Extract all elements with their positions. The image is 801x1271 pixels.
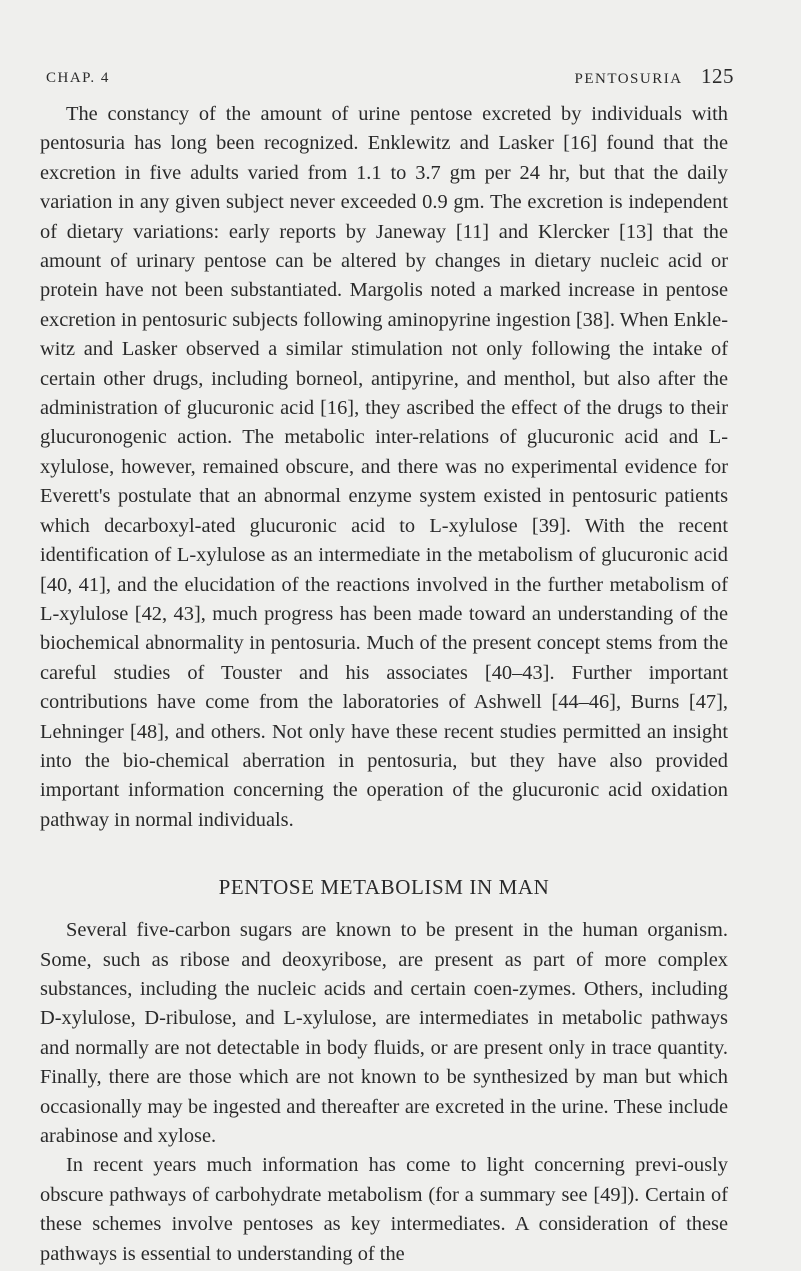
body-text bbox=[40, 100, 728, 1269]
running-title: PENTOSURIA bbox=[574, 71, 682, 87]
section-heading: PENTOSE METABOLISM IN MAN bbox=[218, 875, 550, 900]
paragraph-five-carbon-sugars: Several five-carbon sugars are known to be present in the human organism. Some, such as ribose and deoxyribose, are present as part of more complex substances, including the nucleic acids and certain coen-zymes. Others, including D-xylulose, D-ribulose, and L-xylulose, are intermediates in metabolic pathways and normally are not detectable in body fluids, or are present only in trace quantity. Finally, there are those which are not known to be synthesized by man but which occasionally may be ingested and thereafter are excreted in the urine. These include arabinose and xylose. bbox=[40, 919, 728, 1147]
paragraph-pentose-excretion: The constancy of the amount of urine pentose excreted by individuals with pentosuria has long been recognized. Enklewitz and Lasker [16] found that the excretion in five adults varied from 1.1 to 3.7 gm per 24 hr, but that the daily variation in any given subject never exceeded 0.9 gm. The excretion is independent of dietary variations: early reports by Janeway [11] and Klercker [13] that the amount of urinary pentose can be altered by changes in dietary nucleic acid or protein have not been substantiated. Margolis noted a marked increase in pentose excretion in pentosuric subjects following aminopyrine ingestion [38]. When Enkle-witz and Lasker observed a similar stimulation not only following the intake of certain other drugs, including borneol, antipyrine, and menthol, but also after the administration of glucuronic acid [16], they ascribed the effect of the drugs to their glucuronogenic action. The metabolic inter-relations of glucuronic acid and L-xylulose, however, remained obscure, and there was no experimental evidence for Everett's postulate that an abnormal enzyme system existed in pentosuric patients which decarboxyl-ated glucuronic acid to L-xylulose [39]. With the recent identification of L-xylulose as an intermediate in the metabolism of glucuronic acid [40, 41], and the elucidation of the reactions involved in the further metabolism of L-xylulose [42, 43], much progress has been made toward an understanding of the biochemical abnormality in pentosuria. Much of the present concept stems from the careful studies of Touster and his associates [40–43]. Further important contributions have come from the laboratories of Ashwell [44–46], Burns [47], Lehninger [48], and others. Not only have these recent studies permitted an insight into the bio-chemical aberration in pentosuria, but they have also provided important information concerning the operation of the glucuronic acid oxidation pathway in normal individuals. bbox=[40, 103, 728, 831]
chapter-label: CHAP. 4 bbox=[46, 70, 110, 86]
paragraph-recent-years: In recent years much information has come to light concerning previ-ously obscure pathways of carbohydrate metabolism (for a summary see [49]). Certain of these schemes involve pentoses as key intermediates. A consideration of these pathways is essential to understanding of the bbox=[40, 1154, 728, 1265]
header-right bbox=[575, 64, 735, 89]
page-number: 125 bbox=[701, 64, 734, 88]
running-header bbox=[46, 64, 734, 94]
